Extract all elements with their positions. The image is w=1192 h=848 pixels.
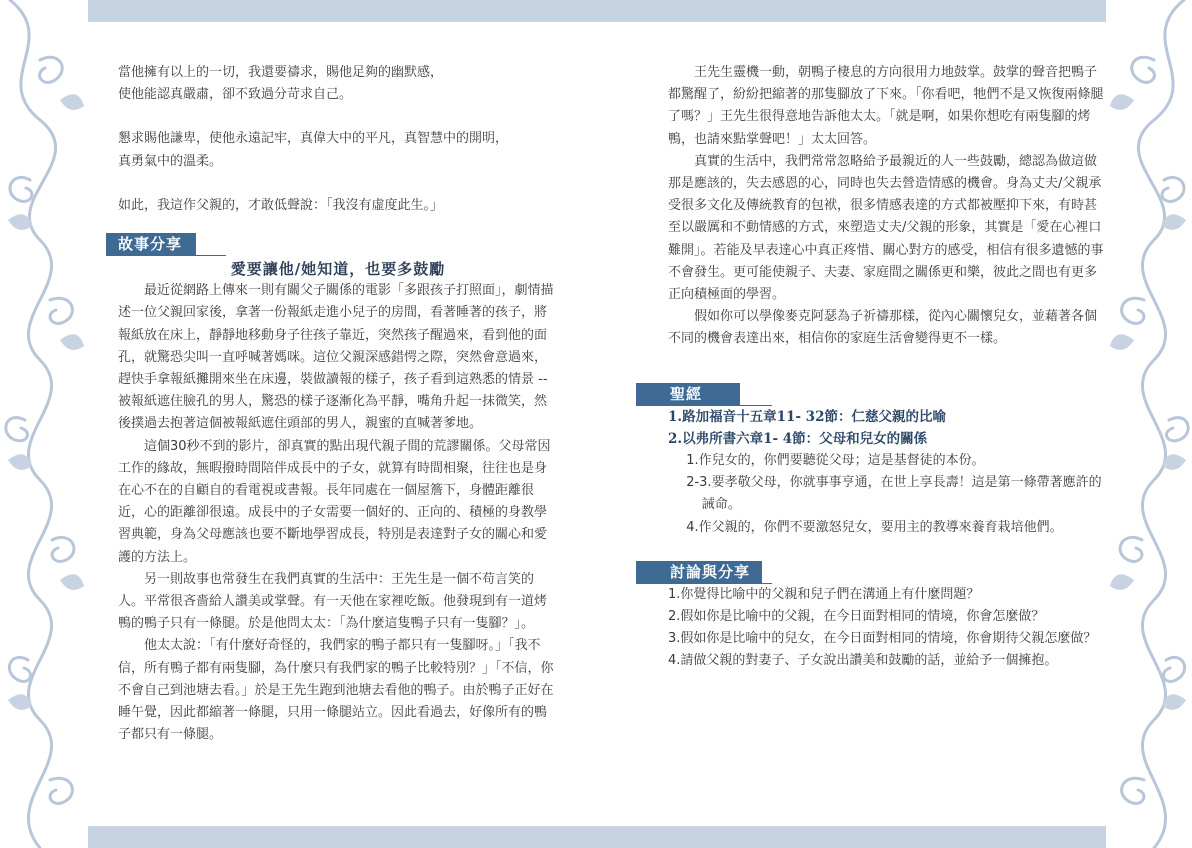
prayer-line: 如此，我這作父親的，才敢低聲說：「我沒有虛度此生。」 (118, 197, 444, 213)
story-paragraph: 假如你可以學像麥克阿瑟為子祈禱那樣，從內心關懷兒女，並藉著各個不同的機會表達出來，相信你的家庭生活會變得更不一樣。 (668, 309, 1098, 347)
bible-reference: 2.以弗所書六章1- 4節：父母和兒女的關係 (668, 430, 928, 447)
story-paragraph: 他太太說：「有什麼好奇怪的，我們家的鴨子都只有一隻腳呀。」「我不信，所有鴨子都有兩隻腳，為什麼只有我們家的鴨子比較特別？」「不信，你不會自己到池塘去看。」於是王先生跑到池塘去看他的鴨子。由於鴨子正好在睡午覺，因此都縮著一條腿，只用一條腿站立。因此看過去，好像所有的鴨子都只有一條腿。 (118, 638, 554, 743)
story-heading-row (106, 233, 226, 256)
left-column (118, 62, 558, 746)
prayer-line: 真勇氣中的溫柔。 (118, 153, 223, 169)
bible-point: 2-3.要孝敬父母，你就事事亨通，在世上享長壽！這是第一條帶著應許的誡命。 (686, 475, 1102, 513)
bible-heading: 聖經 (636, 383, 740, 405)
bottom-band (88, 826, 1106, 848)
prayer-line: 當他擁有以上的一切，我還要禱求，賜他足夠的幽默感， (118, 65, 444, 80)
top-band (88, 0, 1106, 22)
bible-heading-row (636, 383, 772, 406)
discussion-heading-row (636, 561, 772, 584)
prayer-line: 使他能認真嚴肅，卻不致過分苛求自己。 (118, 87, 353, 103)
bible-reference: 1.路加福音十五章11- 32節：仁慈父親的比喻 (668, 408, 946, 425)
prayer-line: 懇求賜他謙卑，使他永遠記牢，真偉大中的平凡，真智慧中的開明， (118, 131, 509, 147)
discussion-item: 1.你覺得比喻中的父親和兒子們在溝通上有什麼問題？ (668, 586, 980, 602)
discussion-heading: 討論與分享 (636, 561, 762, 583)
discussion-item: 2.假如你是比喻中的父親，在今日面對相同的情境，你會怎麼做？ (668, 609, 1045, 625)
story-paragraph: 這個30秒不到的影片，卻真實的點出現代親子間的荒謬關係。父母常因工作的緣故，無暇撥時間陪伴成長中的子女，就算有時間相聚，往往也是身在心不在的自顧自的看電視或書報。長年同處在一個屋簷下，身體距離很近，心的距離卻很遠。成長中的子女需要一個好的、正向的、積極的身教學習典範，身為父母應該也要不斷地學習成長，特別是表達對子女的關心和愛護的方法上。 (118, 438, 551, 565)
left-ornament-border (0, 0, 88, 848)
right-column (668, 62, 1104, 673)
story-title: 愛要讓他/她知道，也要多鼓勵 (230, 260, 446, 279)
story-paragraph: 最近從網路上傳來一則有關父子關係的電影「多跟孩子打照面」，劇情描述一位父親回家後，拿著一份報紙走進小兒子的房間，看著睡著的孩子，將報紙放在床上，靜靜地移動身子往孩子靠近，突然孩子醒過來，看到他的面孔，就驚恐尖叫一直呼喊著媽咪。這位父親深感錯愕之際，突然會意過來，趕快手拿報紙攤開來坐在床邊，裝做讀報的樣子，孩子看到這熟悉的情景 -- 被報紙遮住臉孔的男人，驚恐的樣子逐漸化為平靜，嘴角升起一抹微笑，然後撲過去抱著這個被報紙遮住頭部的男人，親蜜的直喊著爹地。 (118, 283, 554, 432)
discussion-item: 3.假如你是比喻中的兒女，在今日面對相同的情境，你會期待父親怎麼做？ (668, 631, 1097, 647)
bible-point: 4.作父親的，你們不要激怒兒女，要用主的教導來養育栽培他們。 (686, 519, 1063, 535)
story-paragraph: 王先生靈機一動，朝鴨子棲息的方向很用力地鼓掌。鼓掌的聲音把鴨子都驚醒了，紛紛把縮著的那隻腳放了下來。「你看吧，牠們不是又恢復兩條腿了嗎？」王先生很得意地告訴他太太。「就是啊，如果你想吃有兩隻腳的烤鴨，也請來點掌聲吧！」太太回答。 (668, 65, 1104, 147)
story-paragraph: 真實的生活中，我們常常忽略給予最親近的人一些鼓勵，總認為做這做那是應該的，失去感恩的心，同時也失去營造情感的機會。身為丈夫/父親承受很多文化及傳統教育的包袱，很多情感表達的方式都被壓抑下來，有時甚至以嚴厲和不動情感的方式，來塑造丈夫/父親的形象，其實是「愛在心裡口難開」。若能及早表達心中真正疼惜、關心對方的感受，相信有很多遺憾的事不會發生。更可能使親子、夫妻、家庭間之關係更和樂，彼此之間也有更多正向積極面的學習。 (668, 153, 1104, 303)
right-ornament-border (1106, 0, 1192, 848)
story-paragraph: 另一則故事也常發生在我們真實的生活中：王先生是一個不苟言笑的人。平常很吝嗇給人讚美或掌聲。有一天他在家裡吃飯。他發現到有一道烤鴨的鴨子只有一條腿。於是他問太太：「為什麼這隻鴨子只有一隻腳？」。 (118, 571, 548, 632)
discussion-item: 4.請做父親的對妻子、子女說出讚美和鼓勵的話，並給予一個擁抱。 (668, 653, 1058, 669)
bible-point: 1.作兒女的，你們要聽從父母；這是基督徒的本份。 (686, 453, 985, 469)
story-heading: 故事分享 (106, 233, 196, 255)
